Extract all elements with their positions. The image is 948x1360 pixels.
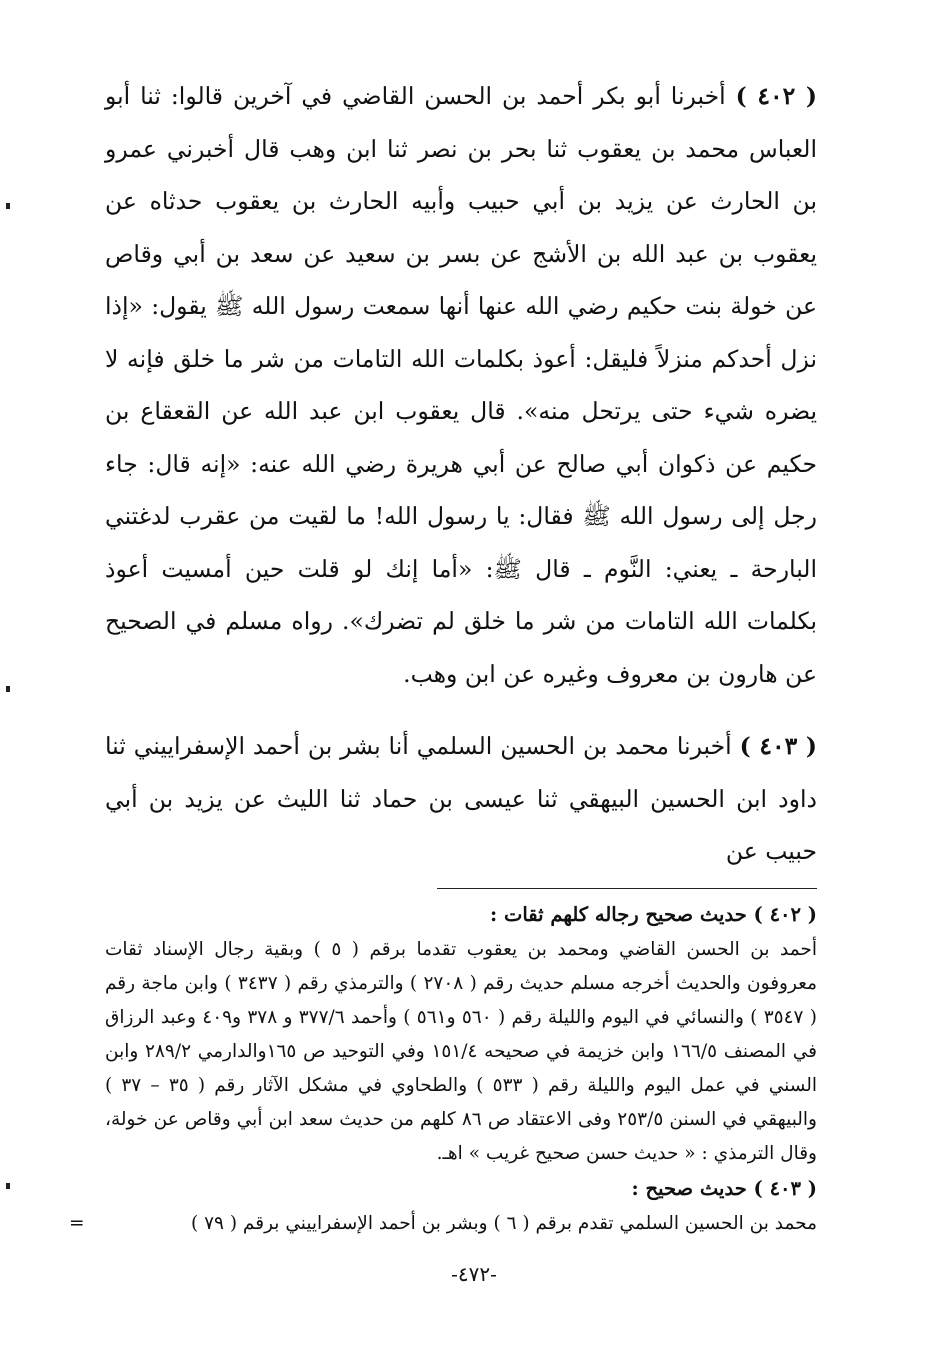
scan-mark (6, 203, 10, 209)
page-number: -٤٧٢- (451, 1262, 497, 1286)
continuation-mark: = (69, 1212, 85, 1234)
hadith-text: أخبرنا أبو بكر أحمد بن الحسن القاضي في آخرين قالوا: ثنا أبو العباس محمد بن يعقوب ثنا بحر بن نصر ثنا ابن وهب قال أخبرني عمرو بن الحارث عن يزيد بن أبي حبيب وأبيه الحارث بن يعقوب حدثاه عن يعقوب بن عبد الله بن الأشج عن بسر بن سعيد عن سعد بن أبي وقاص عن خولة بنت حكيم رضي الله عنها أنها سمعت رسول الله ﷺ يقول: «إذا نزل أحدكم منزلاً فليقل: أعوذ بكلمات الله التامات من شر ما خلق فإنه لا يضره شيء حتى يرتحل منه». قال يعقوب ابن عبد الله عن القعقاع بن حكيم عن ذكوان أبي صالح عن أبي هريرة رضي الله عنه: «إنه قال: جاء رجل إلى رسول الله ﷺ فقال: يا رسول الله! ما لقيت من عقرب لدغتني البارحة ـ يعني: النَّوم ـ قال ﷺ: «أما إنك لو قلت حين أمسيت أعوذ بكلمات الله التامات من شر ما خلق لم تضرك». رواه مسلم في الصحيح عن هارون بن معروف وغيره عن ابن وهب. (105, 82, 817, 688)
main-text (105, 70, 817, 878)
hadith-number: ( ٤٠٣ ) (739, 732, 817, 760)
hadith-paragraph-403 (105, 720, 817, 878)
scan-mark (6, 1183, 10, 1189)
footnote-heading: ( ٤٠٢ ) حديث صحيح رجاله كلهم ثقات : (490, 902, 817, 926)
scan-mark (6, 686, 10, 692)
page-content (69, 70, 818, 1241)
hadith-paragraph-402 (105, 70, 817, 700)
footnote-separator (437, 888, 817, 889)
hadith-number: ( ٤٠٢ ) (735, 82, 817, 110)
footnotes (69, 897, 818, 1241)
footnote-last-line (69, 1207, 817, 1241)
footnote-body: أحمد بن الحسن القاضي ومحمد بن يعقوب تقدما برقم ( ٥ ) وبقية رجال الإسناد ثقات معروفون والحديث أخرجه مسلم حديث رقم ( ٢٧٠٨ ) والترمذي رقم ( ٣٤٣٧ ) وابن ماجة رقم ( ٣٥٤٧ ) والنسائي في اليوم والليلة رقم ( ٥٦٠ و٥٦١ ) وأحمد ٣٧٧/٦ و ٣٧٨ و٤٠٩ وعبد الرزاق في المصنف ١٦٦/٥ وابن خزيمة في صحيحه ١٥١/٤ وفي التوحيد ص ١٦٥والدارمي ٢٨٩/٢ وابن السني في عمل اليوم والليلة رقم ( ٥٣٣ ) والطحاوي في مشكل الآثار رقم ( ٣٥ – ٣٧ ) والبيهقي في السنن ٢٥٣/٥ وفى الاعتقاد ص ٨٦ كلهم من حديث سعد ابن أبي وقاص عن خولة، وقال الترمذي : « حديث حسن صحيح غريب » اهـ. (105, 938, 818, 1164)
footnote-heading: ( ٤٠٣ ) حديث صحيح : (631, 1176, 817, 1200)
footnote-body: محمد بن الحسين السلمي تقدم برقم ( ٦ ) وبشر بن أحمد الإسفراييني برقم ( ٧٩ ) (190, 1212, 817, 1234)
hadith-text: أخبرنا محمد بن الحسين السلمي أنا بشر بن أحمد الإسفراييني ثنا داود ابن الحسين البيهقي ثنا عيسى بن حماد ثنا الليث عن يزيد بن أبي حبيب عن (105, 732, 817, 865)
